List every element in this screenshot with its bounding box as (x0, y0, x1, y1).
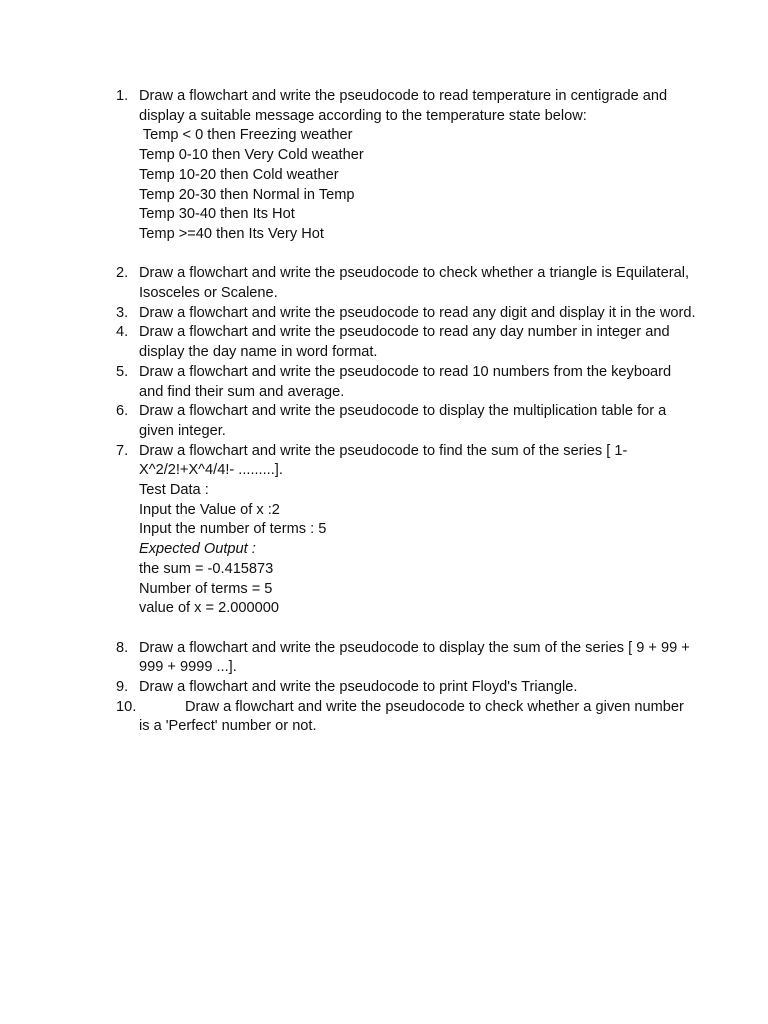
item-text: Draw a flowchart and write the pseudocode to read any digit and display it in the word. (139, 304, 696, 321)
item-number: 6. (116, 403, 129, 420)
item-number: 3. (116, 304, 129, 321)
item-text-content: Draw a flowchart and write the pseudocode to check whether a given number is a 'Perfect' number or not. (139, 698, 684, 735)
list-item (116, 678, 696, 698)
list-item (116, 304, 696, 324)
list-item (116, 442, 696, 619)
list-item (116, 323, 696, 362)
expected-output-line: Number of terms = 5 (139, 580, 273, 597)
spacer (116, 245, 696, 265)
condition-line: Temp >=40 then Its Very Hot (139, 225, 324, 242)
item-text: Draw a flowchart and write the pseudocode to print Floyd's Triangle. (139, 679, 578, 696)
item-number: 5. (116, 363, 129, 380)
item-text: Draw a flowchart and write the pseudocode to display the multiplication table for a given integer. (139, 403, 667, 439)
list-item (116, 264, 696, 303)
item-text: Draw a flowchart and write the pseudocode to read 10 numbers from the keyboard and find their sum and average. (139, 363, 672, 400)
condition-line: Temp < 0 then Freezing weather (139, 127, 353, 144)
list-item (116, 639, 696, 678)
question-list (116, 87, 696, 737)
spacer (116, 619, 696, 639)
item-number: 1. (116, 88, 129, 104)
item-text: Draw a flowchart and write the pseudocode to check whether a triangle is Equilateral, Isosceles or Scalene. (139, 265, 689, 302)
item-number: 7. (116, 442, 129, 459)
condition-line: Temp 20-30 then Normal in Temp (139, 186, 355, 203)
list-item (116, 402, 696, 441)
item-number: 8. (116, 639, 129, 656)
list-item (116, 363, 696, 402)
item-text: Draw a flowchart and write the pseudocode to display the sum of the series [ 9 + 99 + 999 + 9999 ...]. (139, 639, 690, 676)
test-data-label: Test Data : (139, 482, 209, 499)
item-number: 10. (116, 698, 137, 715)
item-number: 9. (116, 679, 129, 696)
item-text (139, 698, 696, 737)
test-data-line: Input the number of terms : 5 (139, 521, 327, 538)
expected-output-label: Expected Output : (139, 541, 256, 558)
condition-line: Temp 0-10 then Very Cold weather (139, 147, 364, 164)
item-text: Draw a flowchart and write the pseudocode to read temperature in centigrade and display a suitable message according to the temperature state below: (139, 88, 668, 124)
condition-line: Temp 10-20 then Cold weather (139, 166, 339, 183)
list-item (116, 87, 696, 245)
test-data-line: Input the Value of x :2 (139, 501, 280, 518)
item-number: 2. (116, 265, 129, 282)
item-text: Draw a flowchart and write the pseudocode to find the sum of the series [ 1-X^2/2!+X^4/4!- .........]. (139, 442, 628, 479)
item-number: 4. (116, 324, 129, 341)
expected-output-line: the sum = -0.415873 (139, 560, 274, 577)
expected-output-line: value of x = 2.000000 (139, 600, 279, 617)
item-text: Draw a flowchart and write the pseudocode to read any day number in integer and display the day name in word format. (139, 324, 670, 361)
condition-line: Temp 30-40 then Its Hot (139, 206, 295, 223)
list-item (116, 698, 696, 737)
